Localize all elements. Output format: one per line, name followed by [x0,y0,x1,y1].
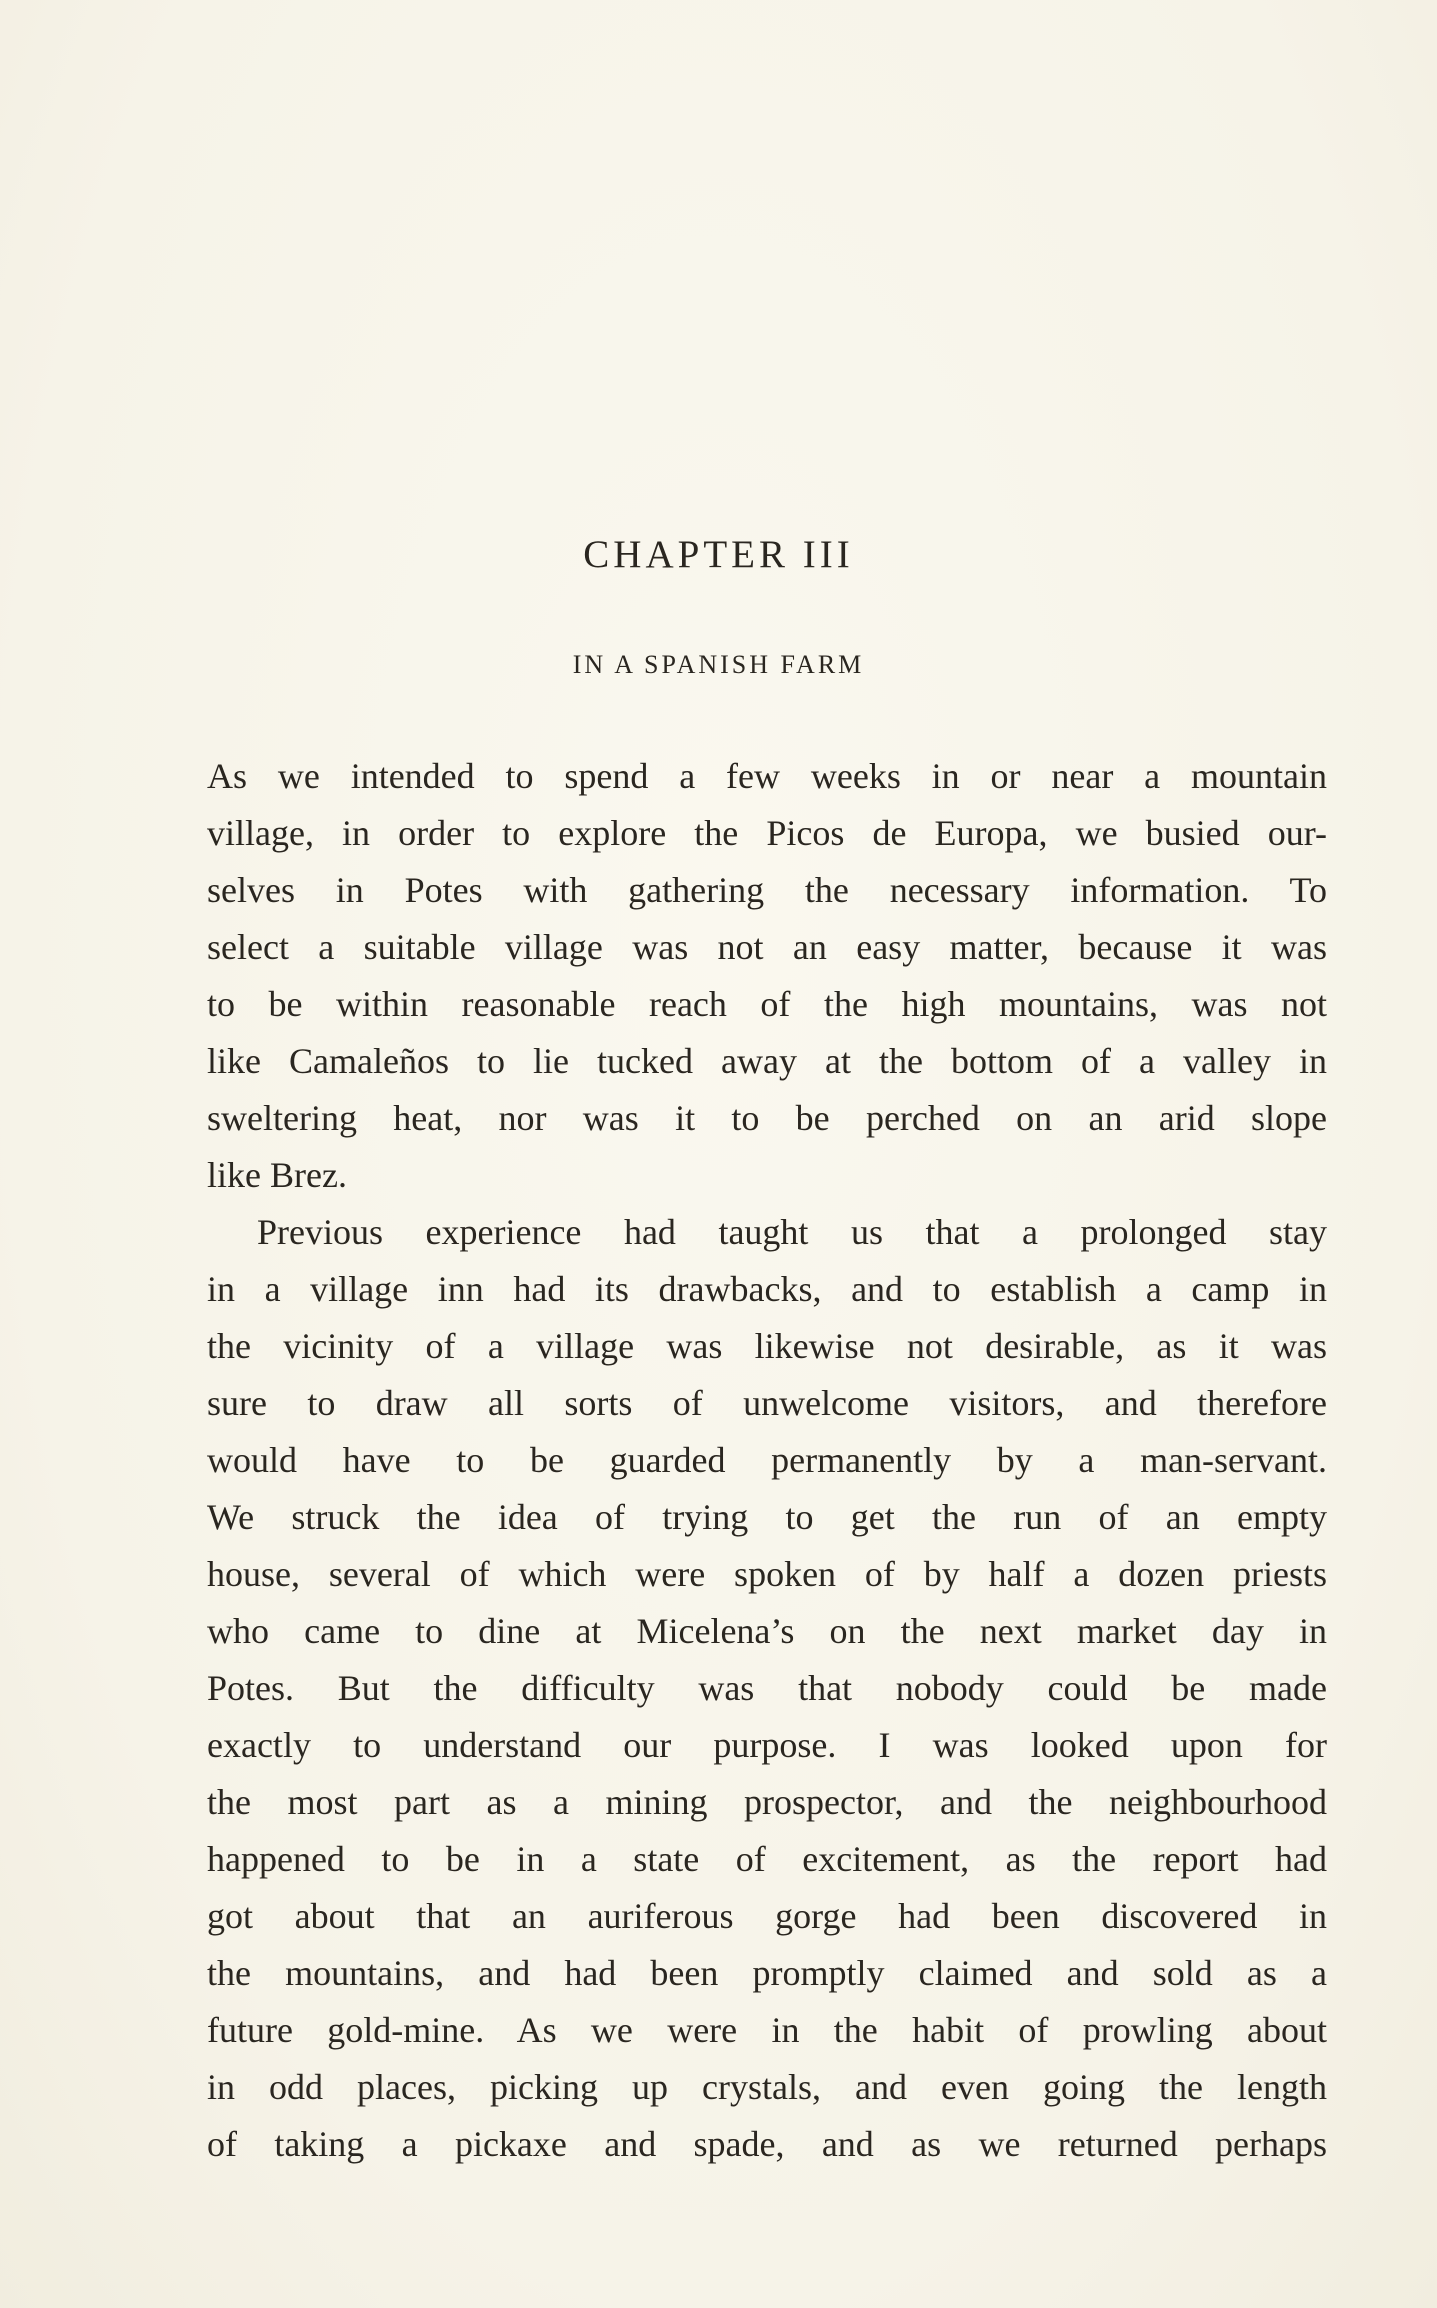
text-line: select a suitable village was not an easy matter, because it was [207,927,1327,967]
text-line: like Brez. [207,1155,347,1195]
text-line: selves in Potes with gathering the necessary information. To [207,870,1327,910]
text-line: the most part as a mining prospector, and the neighbourhood [207,1782,1327,1822]
text-line: in odd places, picking up crystals, and even going the length [207,2067,1327,2107]
paragraph-2 [207,1204,1327,2173]
text-line: the mountains, and had been promptly claimed and sold as a [207,1953,1327,1993]
text-line: Previous experience had taught us that a prolonged stay [257,1212,1327,1252]
text-line: exactly to understand our purpose. I was looked upon for [207,1725,1327,1765]
text-line: to be within reasonable reach of the high mountains, was not [207,984,1327,1024]
text-line: village, in order to explore the Picos de Europa, we busied our- [207,813,1327,853]
chapter-title: CHAPTER III [583,533,854,576]
text-line: of taking a pickaxe and spade, and as we returned perhaps [207,2124,1327,2164]
text-line: sure to draw all sorts of unwelcome visitors, and therefore [207,1383,1327,1423]
text-line: the vicinity of a village was likewise not desirable, as it was [207,1326,1327,1366]
text-line: who came to dine at Micelena’s on the next market day in [207,1611,1327,1651]
chapter-subtitle: IN A SPANISH FARM [572,650,865,679]
text-line: in a village inn had its drawbacks, and to establish a camp in [207,1269,1327,1309]
text-line: like Camaleños to lie tucked away at the bottom of a valley in [207,1041,1327,1081]
text-line: house, several of which were spoken of by half a dozen priests [207,1554,1327,1594]
paragraph-1 [207,748,1327,1204]
text-line: As we intended to spend a few weeks in or near a mountain [207,756,1327,796]
text-line: happened to be in a state of excitement, as the report had [207,1839,1327,1879]
text-line: We struck the idea of trying to get the run of an empty [207,1497,1327,1537]
text-line: would have to be guarded permanently by a man-servant. [207,1440,1327,1480]
body-text [207,748,1327,2173]
text-line: future gold-mine. As we were in the habit of prowling about [207,2010,1327,2050]
text-line: got about that an auriferous gorge had been discovered in [207,1896,1327,1936]
text-line: sweltering heat, nor was it to be perched on an arid slope [207,1098,1327,1138]
text-line: Potes. But the difficulty was that nobody could be made [207,1668,1327,1708]
